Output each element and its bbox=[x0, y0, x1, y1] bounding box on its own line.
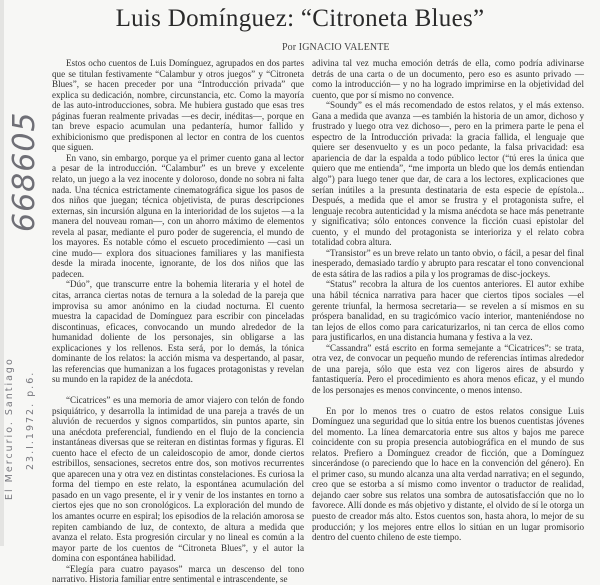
paragraph: “Transistor” es un breve relato un tanto obvio, o fácil, a pesar del final inesperado, demasiado tardío y abrupto para rescatar el tono convencional de esta sátira de las radios a pila y los programas de disc-jockeys. bbox=[312, 247, 584, 279]
article-title: Luis Domínguez: “Citroneta Blues” bbox=[115, 5, 485, 32]
paragraph: Estos ocho cuentos de Luis Domínguez, agrupados en dos partes que se titulan festivamente “Calambur y otros juegos” y “Citroneta Blues”, se hacen preceder por una “Introducción privada” que explica su dedicación, nombre, circunstancia, etc. Como la mayoría de las auto-introducciones, sobra. Me hubiera gustado que esas tres páginas fueran realmente privadas —es decir, inéditas—, porque en tan breve espacio acumulan una pedantería, humor fallido y exhibicionismo que predisponen al lector en contra de los cuentos que siguen. bbox=[52, 58, 304, 153]
paragraph: “Elegía para cuatro payasos” marca un descenso del tono narrativo. Historia familiar entre sentimental e intrascendente, se bbox=[52, 563, 304, 585]
handwritten-source: El Mercurio. Santiago bbox=[4, 357, 15, 500]
handwritten-catalog-number: 668605 bbox=[7, 111, 42, 232]
paragraph: “Soundy” es el más recomendado de estos relatos, y el más extenso. Gana a medida que avanza —es también la historia de un amor, dichoso y frustrado y luego otra vez dichoso—, pero en la primera parte le pena el espectro de la Introducción privada: la gracia fallida, el lenguaje que quiere ser desenvuelto y es un poco pedante, la falsa privacidad: esa apariencia de dar la espalda a todo público lector (“tú eres la única que quiero que me entienda”, “me importa un bledo que los demás entiendan algo”) para luego tener que dar, de cara a los lectores, explicaciones que serían inútiles a la presunta destinataria de esta especie de epístola... Después, a medida que el amor se frustra y el protagonista sufre, el lenguaje recobra autenticidad y la misma anécdota se hace más penetrante y significativa; sólo entonces convence la ficción cuasi epistolar del cuento, y el mundo del protagonista se interioriza y el relato cobra totalidad cobra altura. bbox=[312, 100, 584, 248]
paragraph: “Dúo”, que transcurre entre la bohemia literaria y el hotel de citas, arranca ciertas notas de ternura a la soledad de la pareja que improvisa su amor anónimo en la ciudad nocturna. El cuento muestra la capacidad de Domínguez para escribir con pinceladas discontinuas, eficaces, convocando un mundo alrededor de la humanidad doliente de los personajes, sin obligarse a las explicaciones y los rellenos. Esta será, por lo demás, la tónica dominante de los relatos: la acción misma va despertando, al pasar, las referencias que humanizan a los fugaces protagonistas y revelan su mundo en la rapidez de la anécdota. bbox=[52, 279, 304, 385]
paragraph: “Cassandra” está escrito en forma semejante a “Cicatrices”: se trata, otra vez, de convocar un pequeño mundo de referencias íntimas alrededor de una pareja, sólo que esta vez con ligeros aires de absurdo y fantastiquería. Pero el procedimiento es ahora menos eficaz, y el mundo de los personajes es menos convincente, o menos intenso. bbox=[312, 342, 584, 395]
left-column bbox=[52, 58, 304, 585]
article-byline: Por IGNACIO VALENTE bbox=[282, 42, 390, 53]
paragraph: adivina tal vez mucha emoción detrás de ella, como podría adivinarse detrás de una carta o de un documento, pero eso es asunto privado —como la introducción— y no ha logrado imprimirse en la objetividad del cuento, que por sí mismo no convence. bbox=[312, 58, 584, 100]
right-column bbox=[312, 58, 584, 543]
paragraph: En por lo menos tres o cuatro de estos relatos consigue Luis Domínguez una seguridad que lo sitúa entre los buenos cuentistas jóvenes del momento. La línea demarcatoria entre sus altos y bajos me parece coincidente con su propia presencia autobiográfica en el mundo de sus relatos. Prefiero a Domínguez creador de ficción, que a Domínguez sincerándose (o pareciendo que lo hace en la convención del género). En el primer caso, su mundo alcanza una alta verdad narrativa; en el segundo, creo que se estorba a sí mismo como inventor o traductor de realidad, dejando caer sobre sus relatos una sombra de autosatisfacción que no lo favorece. Allí donde es más objetivo y distante, el olvido de sí le otorga un puesto de creador más alto. Estos cuentos son, hasta ahora, lo mejor de su producción; y los mejores entre ellos lo sitúan en un lugar promisorio dentro del cuento chileno de este tiempo. bbox=[312, 405, 584, 543]
paragraph: “Status” recobra la altura de los cuentos anteriores. El autor exhibe una hábil técnica narrativa para hacer que ciertos tipos sociales —el gerente triunfal, la hermosa secretaria— se revelen a sí mismos en su próspera banalidad, en su tragicómico vacío interior, manteniéndose no tan lejos de ellos como para caricaturizarlos, ni tan cerca de ellos como para justificarlos, en una distancia humana y festiva a la vez. bbox=[312, 279, 584, 343]
paragraph: En vano, sin embargo, porque ya el primer cuento gana al lector a pesar de la introducción. “Calambur” es un breve y excelente relato, un juego a la vez inocente y doloroso, donde no sobra ni falta nada. Una técnica estrictamente cinematográfica sigue los pasos de dos niños que juegan; técnica objetivista, de puras descripciones externas, sin incursión alguna en la interioridad de los sujetos —a la manera del nouveau roman—, con un ahorro máximo de elementos revela al pasar, mediante el puro poder de sugerencia, el mundo de los mayores. Es notable cómo el escueto procedimiento —casi un cine mudo— explora dos situaciones familiares y las manifiesta desde la mirada inocente, ignorante, de los dos niños que las padecen. bbox=[52, 152, 304, 279]
handwritten-date-page: 23.I.1972. p.6. bbox=[25, 370, 36, 470]
paragraph: “Cicatrices” es una memoria de amor viajero con telón de fondo psiquiátrico, y desarrolla la intimidad de una pareja a través de un aluvión de recuerdos y signos compartidos, sin puntos aparte, sin una anécdota preferencial, fundiendo en el flujo de la conciencia instantáneas diversas que se reiteran en distintas formas y figuras. El cuento hace el efecto de un caleidoscopio de amor, donde ciertos estribillos, sensaciones, secretos entre dos, son motivos recurrentes que aparecen una y otra vez en distintas constelaciones. Es curiosa la forma del tiempo en este relato, la espontánea acumulación del pasado en un vago presente, el ir y venir de los instantes en torno a ciertos ejes que no son cronológicos. La exploración del mundo de los amantes ocurre en espiral; los episodios de la relación amorosa se repiten cambiando de luz, de contexto, de altura a medida que avanza el relato. Esta progresión circular y no lineal es común a la mayor parte de los cuentos de “Citroneta Blues”, y el autor la domina con espontánea habilidad. bbox=[52, 394, 304, 564]
